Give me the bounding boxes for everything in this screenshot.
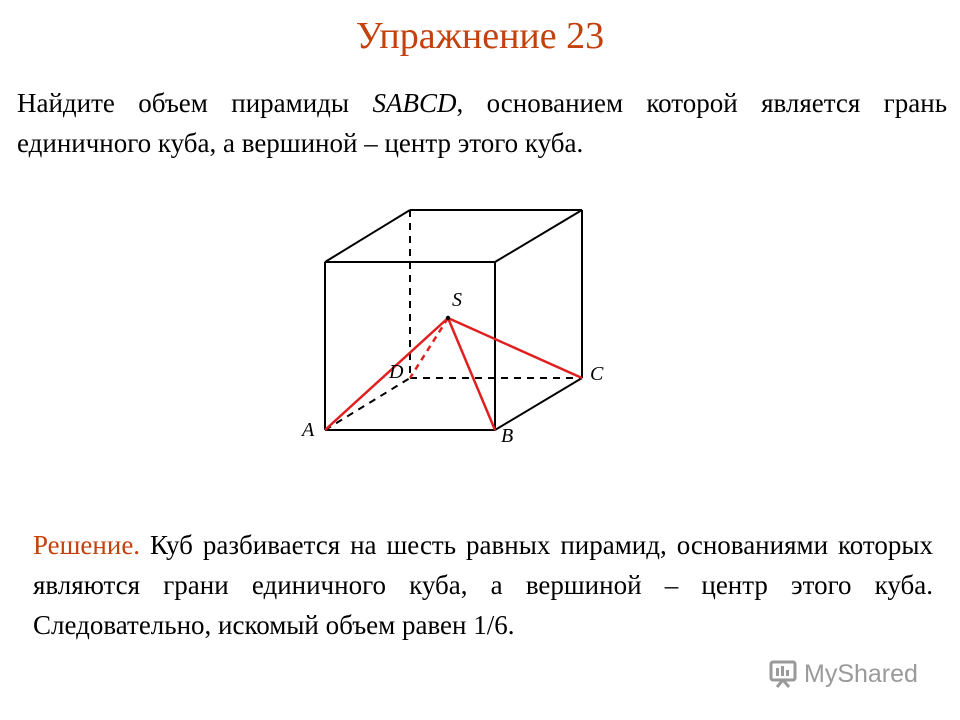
label-b: B xyxy=(501,425,514,447)
problem-text-start: Найдите объем пирамиды xyxy=(17,88,373,118)
label-a: A xyxy=(302,419,315,441)
problem-text-end: , основанием которой является грань единичного куба, а вершиной – центр этого куба. xyxy=(17,88,948,158)
label-s: S xyxy=(452,289,462,311)
problem-statement xyxy=(17,84,947,164)
cube-diagram xyxy=(290,190,630,450)
pyramid-name: SABCD xyxy=(372,88,457,118)
label-d: D xyxy=(389,361,404,383)
edge-bc xyxy=(495,378,582,430)
solution-label: Решение. xyxy=(33,530,141,560)
label-c: C xyxy=(590,363,604,385)
hidden-edge-ad xyxy=(325,378,410,430)
edge-top-right-diag xyxy=(495,210,582,262)
vertex-s-dot xyxy=(446,316,450,320)
cube-pyramid-figure xyxy=(290,190,630,450)
pyramid-edge-sa xyxy=(325,318,448,430)
edge-top-left-diag xyxy=(325,210,410,262)
watermark-text: MyShared xyxy=(804,659,918,688)
solution-text: Куб разбивается на шесть равных пирамид, основаниями которых являются грани единичного куба, а вершиной – центр этого куба. Следовательно, искомый объем равен 1/6. xyxy=(33,530,933,640)
presentation-board-icon xyxy=(768,659,798,689)
solution xyxy=(33,526,933,646)
slide-title: Упражнение 23 xyxy=(355,15,605,57)
myshared-watermark xyxy=(768,656,938,692)
